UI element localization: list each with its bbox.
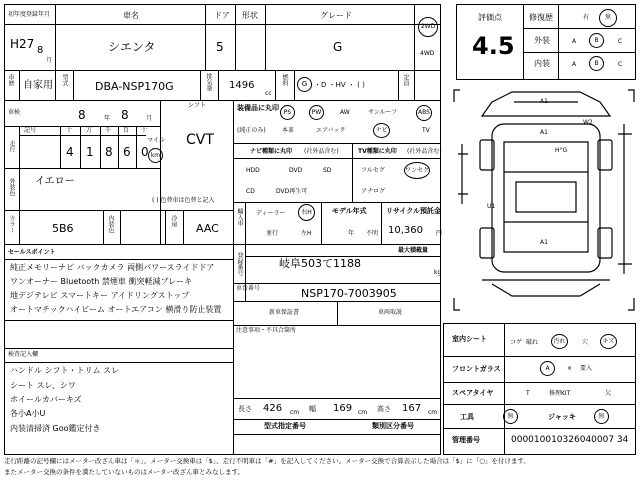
nav-label: ナビ種類に丸印 — [250, 148, 293, 155]
odo-digit-1: 1 — [86, 145, 94, 159]
first-reg-label: 初年度登録年月 — [8, 11, 51, 18]
color-code: 5B6 — [52, 222, 74, 235]
inspector-line-5: 内装清掃済 Goo鑑定付き — [10, 424, 101, 433]
grade-label: グレード — [320, 11, 352, 20]
score-value: 4.5 — [472, 32, 515, 60]
registration-label: 登録番号 — [236, 252, 243, 276]
registration-value: 岐阜503て1188 — [279, 257, 361, 270]
glass-cross: × — [567, 365, 573, 372]
equip-tv: TV — [422, 127, 430, 134]
odo-header-4: 百 — [123, 127, 130, 134]
import-left: 左H — [301, 230, 312, 237]
drive-4wd: 4WD — [420, 50, 435, 57]
sales-line-4: オートマチックハイビーム オートエアコン 横滑り防止装置 — [10, 305, 222, 314]
inspection-month: 8 — [121, 108, 129, 122]
drive-2wd-circle — [418, 17, 438, 37]
inspector-line-3: ホイールカバーキズ — [10, 395, 82, 404]
length-unit: cm — [290, 409, 300, 416]
fuel-g-circle — [297, 77, 312, 92]
inspection-label: 車検 — [8, 109, 21, 116]
doors-value: 5 — [216, 40, 224, 54]
glass-label: フロントガラス — [452, 365, 501, 373]
equipment-label: 装備品に丸印 — [237, 104, 279, 112]
displacement-unit: cc — [265, 90, 272, 97]
warranty-manual: 車両取説 — [378, 309, 403, 316]
tv-label-sub: (社外品含む) — [407, 148, 442, 155]
car-name-label: 車名 — [123, 11, 139, 20]
notes-label: 注意事項・不具合箇所 — [236, 327, 297, 334]
diagram-mark-3: W2 — [583, 119, 593, 126]
chassis-label: 車台番号 — [236, 285, 261, 292]
drive-2wd: 2WD — [420, 23, 436, 30]
footer-line-1: 走行距離の記号欄にはメーター改ざん車は「＊」、メーター交換車は「$」、走行不明車は「#」を記入してください。メーター交換で合算表示した場合は「$」に「○」を付けます。 — [4, 457, 530, 465]
fuel-options: ・D ・HV ・ ( ) — [314, 81, 365, 89]
capacity-label: 定員 — [402, 74, 409, 86]
odo-digit-4: 0 — [141, 145, 149, 159]
score-label: 評価点 — [478, 13, 502, 22]
tv-analog: アナログ — [361, 188, 386, 195]
odo-digit-2: 8 — [105, 145, 113, 159]
recycle-amount: 10,360 — [388, 225, 423, 236]
equip-sunroof: サンルーフ — [368, 109, 398, 116]
width-unit: cm — [358, 409, 368, 416]
tv-fullseg: フルセグ — [361, 167, 385, 174]
cabin-koge: コゲ — [510, 339, 523, 346]
car-diagram — [452, 84, 636, 316]
equip-airbag: エアバック — [316, 127, 346, 134]
inspection-year: 8 — [78, 108, 86, 122]
nav-sd: SD — [323, 167, 332, 174]
sales-line-3: 地デジテレビ スマートキー アイドリングストップ — [10, 291, 190, 300]
repair-no: 無 — [604, 14, 611, 21]
equip-leather: 本革 — [282, 127, 295, 134]
interior-b-circle — [589, 56, 604, 71]
model-year-unknown: 不明 — [366, 230, 379, 237]
equip-abs: ABS — [416, 105, 432, 121]
inspection-year-unit: 年 — [104, 115, 111, 122]
fuel-selected: G — [301, 80, 308, 88]
cabin-yogore-circle — [551, 334, 568, 349]
inspector-label: 検査記入欄 — [8, 351, 39, 358]
inspector-line-2: シート スレ、シワ — [10, 381, 76, 390]
height-label: 高さ — [377, 405, 391, 413]
spare-repair-kit: 修理KIT — [549, 390, 571, 397]
displacement-value: 1496 — [229, 80, 255, 91]
tools-label: 工具 — [460, 413, 474, 421]
color-note: ( ) 色替車は色替と記入 — [152, 197, 215, 204]
management-label: 管理番号 — [452, 436, 480, 444]
interior-color-label: 内装色 — [107, 215, 114, 233]
mileage-unit-mile: マイル — [147, 137, 165, 144]
class-number-label: 類別区分番号 — [372, 422, 414, 430]
type-number-label: 型式指定番号 — [264, 422, 306, 430]
ac-value: AAC — [196, 222, 219, 235]
ac-label: 冷房 — [170, 215, 177, 227]
jack-circle — [594, 409, 609, 424]
sales-points-label: セールスポイント — [8, 249, 56, 256]
equip-pw: PW — [309, 105, 324, 120]
sales-line-1: 純正メモリーナビ バックカメラ 両側パワースライドドア — [10, 263, 215, 272]
length-label: 長さ — [238, 405, 252, 413]
diagram-mark-2: A1 — [540, 129, 548, 136]
cabin-kizu: キズ — [602, 337, 615, 345]
length-value: 426 — [263, 403, 283, 414]
import-parallel: 並行 — [266, 230, 279, 237]
height-value: 167 — [402, 403, 422, 414]
chassis-value: NSP170-7003905 — [301, 287, 397, 300]
km-circle — [148, 148, 163, 163]
exterior-c: C — [618, 38, 623, 45]
color-label: 外装色 — [8, 178, 15, 196]
cabin-yogore: 汚れ — [553, 337, 566, 345]
equip-ps: PS — [280, 105, 295, 120]
odo-header-1: 十 — [66, 127, 73, 134]
inspector-line-1: ハンドル シフト・トリム スレ — [10, 366, 120, 375]
displacement-label: 排気量 — [205, 73, 212, 91]
repair-label: 修復歴 — [529, 13, 553, 22]
height-unit: cm — [428, 409, 438, 416]
interior-a: A — [572, 61, 577, 68]
history-label: 車歴 — [7, 74, 14, 86]
interior-b: B — [594, 59, 599, 67]
exterior-b: B — [594, 36, 599, 44]
exterior-label: 外装 — [534, 36, 550, 45]
shift-label: シフト — [188, 102, 207, 109]
max-load-unit: kg — [434, 269, 442, 276]
jack-label: ジャッキ — [548, 413, 576, 421]
model-year-label: モデル年式 — [332, 207, 367, 215]
shift-value: CVT — [186, 132, 214, 148]
model-year-unit: 年 — [348, 230, 355, 237]
width-value: 169 — [333, 403, 353, 414]
odo-header-2: 万 — [86, 127, 93, 134]
tv-oneseg-circle — [404, 162, 430, 179]
mileage-label: 走行 — [8, 140, 15, 152]
jack-value: 無 — [598, 412, 605, 420]
import-label: 輸入車 — [236, 208, 243, 226]
equip-navi: ナビ — [373, 123, 390, 138]
interior-c: C — [618, 61, 623, 68]
shape-label: 形状 — [242, 11, 258, 20]
sales-line-2: ワンオーナー Bluetooth 禁煙車 衝突軽減ブレーキ — [10, 277, 193, 286]
nav-cd: CD — [246, 188, 255, 195]
equipment-sub: (純正のみ) — [237, 127, 266, 134]
grade-value: G — [333, 40, 343, 54]
width-label: 幅 — [309, 405, 316, 413]
tools-value: 無 — [507, 412, 514, 420]
repair-yes: 有 — [583, 14, 590, 21]
import-right: 右H — [301, 208, 312, 216]
max-load-label: 最大積載量 — [398, 247, 429, 254]
doors-label: ドア — [214, 11, 230, 20]
diagram-mark-4: U1 — [487, 203, 496, 210]
odo-digit-0: 4 — [66, 145, 74, 159]
odo-header-0: 記号 — [24, 127, 37, 134]
diagram-mark-6: A1 — [540, 239, 548, 246]
nav-dvd: DVD — [289, 167, 303, 174]
import-right-circle — [298, 204, 315, 221]
glass-a-circle — [540, 361, 555, 376]
glass-replace: 要入 — [580, 365, 593, 372]
tv-label: TV種類に丸印 — [358, 148, 397, 155]
recycle-label: リサイクル預託金 — [386, 207, 442, 215]
nav-hdd: HDD — [246, 167, 260, 174]
glass-ok: A — [545, 364, 550, 372]
exterior-a: A — [572, 38, 577, 45]
first-reg-month-unit: 月 — [46, 57, 53, 64]
cabin-yabure: 破れ — [526, 339, 539, 346]
footer-line-2: またメーター交換の条件を満たしていないものはメーター改ざん車とみなします。 — [4, 468, 244, 476]
color-code-label: カラー — [8, 215, 15, 233]
diagram-mark-1: A1 — [540, 98, 548, 105]
management-value: 000010010326040007 34 — [511, 435, 629, 445]
fuel-label: 燃料 — [281, 74, 288, 86]
car-name: シエンタ — [108, 40, 156, 54]
nav-dvd-play: DVD再生可 — [276, 188, 308, 195]
tools-circle — [503, 409, 518, 424]
odo-header-5: 十 — [141, 127, 148, 134]
spare-missing: 欠 — [605, 390, 612, 397]
model-code-label: 型式 — [61, 74, 68, 86]
cabin-kizu-circle — [600, 334, 617, 349]
tv-oneseg: ワンセグ — [405, 166, 430, 174]
color-value: イエロー — [35, 176, 75, 187]
warranty-new-car: 新車保証書 — [269, 309, 300, 316]
model-code: DBA-NSP170G — [95, 80, 174, 93]
recycle-unit: 円 — [436, 230, 443, 237]
odo-header-3: 千 — [105, 127, 112, 134]
odo-digit-3: 6 — [123, 145, 131, 159]
import-dealer: ディーラー — [256, 210, 286, 217]
spare-label: スペアタイヤ — [452, 389, 494, 397]
usage-type: 自家用 — [23, 80, 53, 91]
spare-t: T — [526, 390, 530, 397]
cabin-label: 室内シート — [452, 335, 487, 343]
inspector-line-4: 各小A小U — [10, 409, 46, 418]
inspection-month-unit: 月 — [146, 115, 153, 122]
exterior-b-circle — [589, 33, 604, 48]
first-reg-era-year: H27 — [10, 37, 35, 51]
first-reg-month: 8 — [37, 45, 44, 56]
cabin-ana: 穴 — [582, 339, 589, 346]
mileage-unit-km: km — [150, 151, 161, 159]
equip-aw: AW — [340, 109, 350, 116]
nav-label-sub: (社外品含む) — [304, 148, 339, 155]
repair-no-circle — [599, 9, 617, 27]
interior-label: 内装 — [534, 59, 550, 68]
diagram-mark-5: H°G — [555, 147, 568, 154]
